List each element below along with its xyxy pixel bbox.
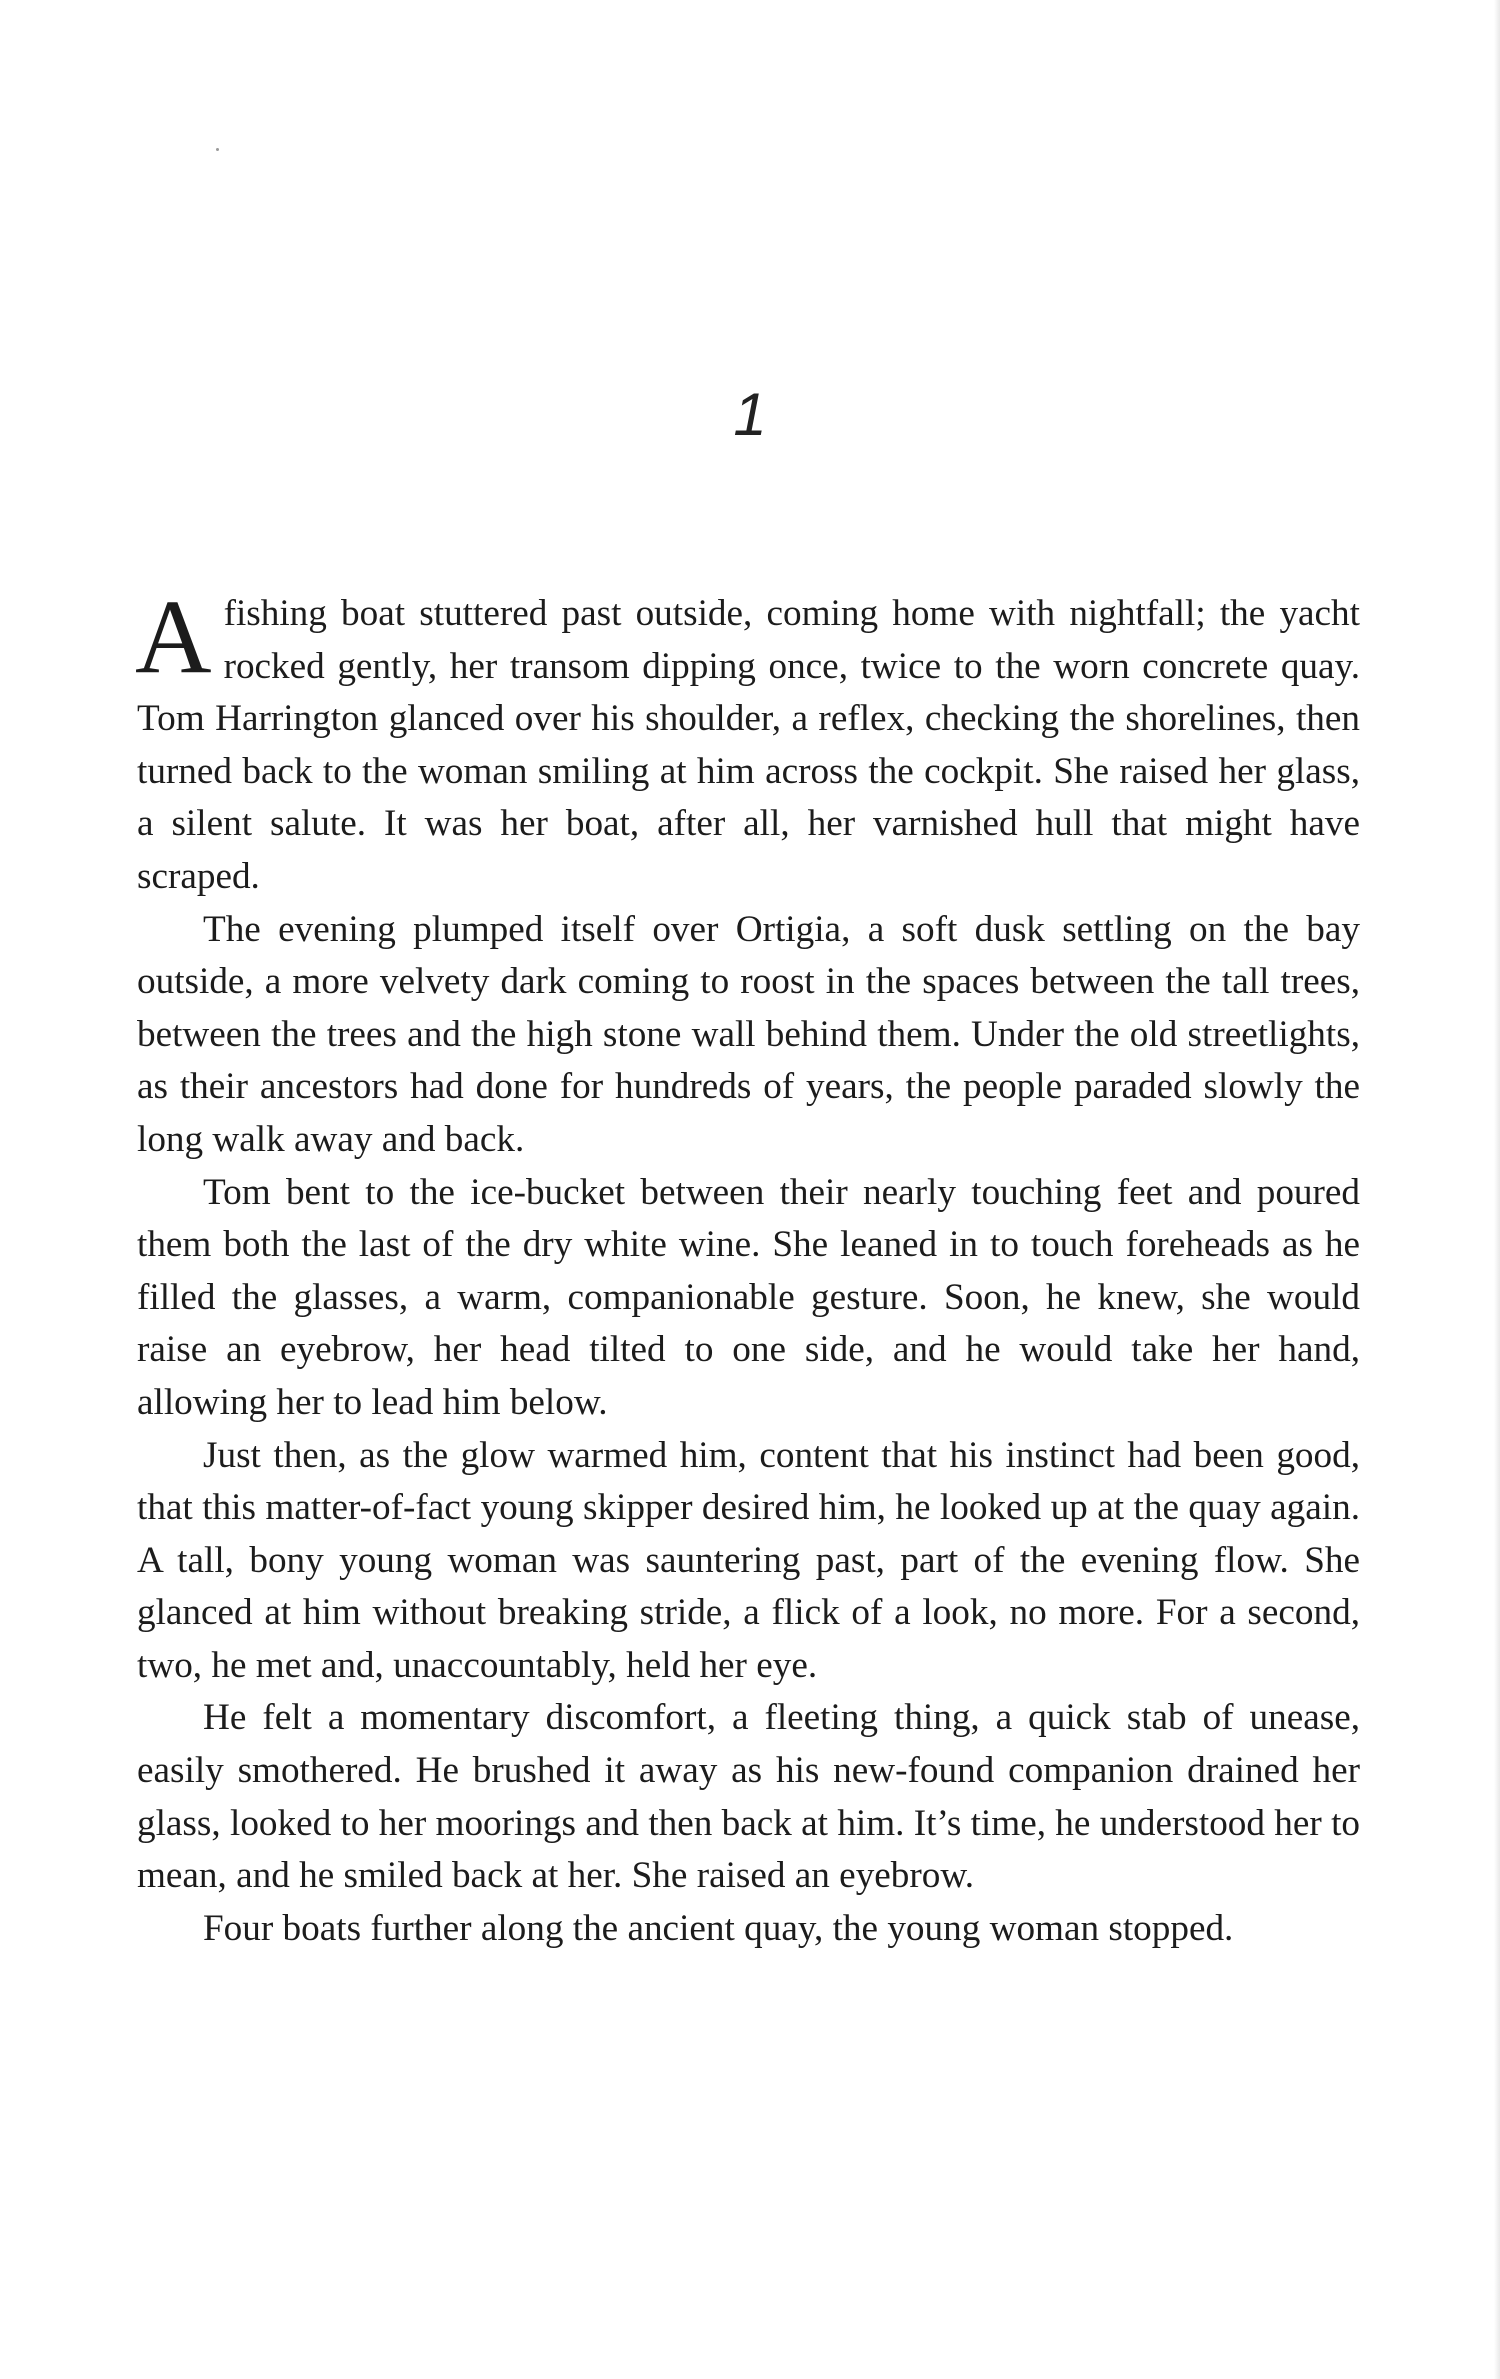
chapter-number: 1 xyxy=(733,381,767,448)
paragraph-1 xyxy=(135,578,1360,904)
drop-cap: A xyxy=(135,578,212,695)
paragraph-4: Just then, as the glow warmed him, content that his instinct had been good, that this matter-of-fact young skipper desired him, he looked up at the quay again. A tall, bony young woman was sauntering past, part of the evening flow. She glanced at him without breaking stride, a flick of a look, no more. For a second, two, he met and, unaccountably, held her eye. xyxy=(137,1434,1360,1686)
paragraph-3: Tom bent to the ice-bucket between their nearly touching feet and poured them both the last of the dry white wine. She leaned in to touch foreheads as he filled the glasses, a warm, companionable gesture. Soon, he knew, she would raise an eyebrow, her head tilted to one side, and he would take her hand, allowing her to lead him below. xyxy=(137,1171,1360,1423)
paragraph-5: He felt a momentary discomfort, a fleeting thing, a quick stab of unease, easily smothered. He brushed it away as his new-found companion drained her glass, looked to her moorings and then back at him. It’s time, he understood her to mean, and he smiled back at her. She raised an eyebrow. xyxy=(137,1697,1360,1897)
paper-speck xyxy=(216,148,219,151)
page-edge-shadow xyxy=(1494,0,1500,2379)
paragraph-1-text: fishing boat stuttered past outside, coming home with nightfall; the yacht rocked gently, her transom dipping once, twice to the worn concrete quay. Tom Harrington glanced over his shoulder, a reflex, checking the shorelines, then turned back to the woman smiling at him across the cockpit. She raised her glass, a silent salute. It was her boat, after all, her varnished hull that might have scraped. xyxy=(137,593,1360,897)
chapter-body xyxy=(135,578,1360,1955)
paragraph-2: The evening plumped itself over Ortigia, a soft dusk settling on the bay outside, a more velvety dark coming to roost in the spaces between the tall trees, between the trees and the high stone wall behind them. Under the old streetlights, as their ancestors had done for hundreds of years, the people paraded slowly the long walk away and back. xyxy=(137,908,1360,1160)
paragraph-6: Four boats further along the ancient quay, the young woman stopped. xyxy=(203,1907,1234,1949)
